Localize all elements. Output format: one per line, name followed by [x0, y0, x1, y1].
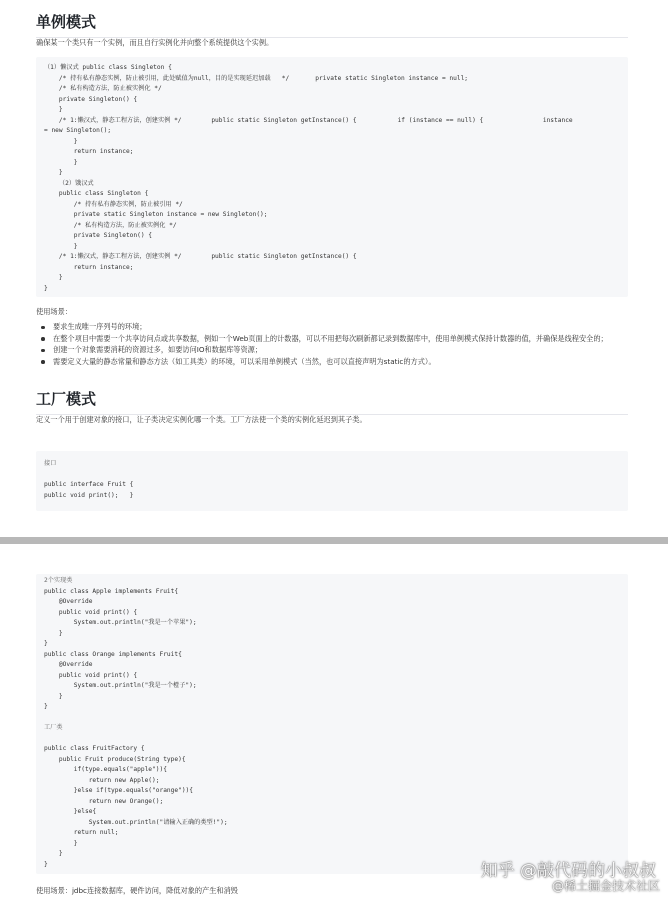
singleton-code-block: [36, 57, 628, 297]
code-line: public class Apple implements Fruit{: [44, 587, 179, 595]
code-line: public Fruit produce(String type){: [44, 755, 186, 763]
code-line: }: [44, 106, 63, 113]
code-line: /* 持有私有静态实例，防止被引用，此处赋值为null，目的是实现延迟加载 */ private static Singleton instance = null;: [44, 74, 469, 82]
usage-item: [36, 334, 628, 345]
code-line: }: [44, 703, 48, 710]
code-line: return new Orange();: [44, 797, 164, 805]
code-line: }: [44, 640, 48, 647]
code-line: }: [44, 850, 63, 857]
code-line: /* 1:懒汉式，静态工程方法，创建实例 */ public static Singleton getInstance() {: [44, 253, 357, 260]
section-title-singleton: 单例模式: [36, 12, 628, 38]
code-line: }: [44, 274, 63, 281]
code-line: public class FruitFactory {: [44, 745, 145, 752]
code-line: [44, 734, 618, 745]
code-line: return instance;: [44, 148, 134, 155]
usage-list: [36, 322, 628, 368]
usage-item: [36, 322, 628, 333]
code-line: public class Singleton {: [44, 190, 149, 197]
code-line: /* 1:懒汉式，静态工程方法，创建实例 */ public static Singleton getInstance() { if (instance == null) { instance: [44, 116, 573, 124]
code-line: }: [44, 284, 48, 292]
zhihu-watermark: 知乎 @敲代码的小叔叔: [480, 861, 656, 881]
code-line: [44, 470, 618, 481]
code-line: public void print() {: [44, 671, 138, 679]
factory-interface-code-block: [36, 451, 628, 511]
code-line: }: [44, 169, 63, 176]
usage-item-text: 要求生成唯一序列号的环境；: [53, 322, 147, 331]
factory-impl-code-block: [36, 574, 628, 874]
code-line: }: [44, 137, 78, 145]
page-separator: [0, 537, 668, 544]
code-line: }: [44, 242, 78, 250]
code-line: }else{: [44, 808, 97, 815]
code-line: public interface Fruit {: [44, 481, 134, 488]
code-line: public void print(); }: [44, 491, 134, 499]
bullet-icon: [41, 326, 45, 330]
usage-item: [36, 357, 628, 368]
code-line: if(type.equals("apple")){: [44, 766, 167, 773]
code-line: }: [44, 629, 63, 637]
code-line: return new Apple();: [44, 776, 160, 784]
code-line: private Singleton() {: [44, 95, 138, 103]
code-line: public void print() {: [44, 608, 138, 616]
usage-item: [36, 345, 628, 356]
code-line: }: [44, 158, 78, 166]
bullet-icon: [41, 337, 45, 341]
code-line: （1）懒汉式 public class Singleton {: [44, 64, 172, 71]
factory-usage: 使用场景：jdbc连接数据库，硬件访问，降低对象的产生和消毁: [36, 886, 238, 895]
juejin-watermark: @稀土掘金技术社区: [551, 879, 660, 893]
code-line: /* 私有构造方法，防止被实例化 */: [44, 221, 177, 229]
code-line: （2）饿汉式: [44, 179, 94, 187]
code-line: = new Singleton();: [44, 127, 112, 134]
bullet-icon: [41, 349, 45, 353]
code-line: /* 私有构造方法，防止被实例化 */: [44, 85, 162, 92]
code-line: }: [44, 860, 48, 868]
usage-item-text: 创建一个对象需要消耗的资源过多，如要访问IO和数据库等资源；: [53, 345, 263, 354]
usage-item-text: 需要定义大量的静态常量和静态方法（如工具类）的环境，可以采用单例模式（当然，也可以直接声明为static的方式）。: [53, 356, 436, 366]
usage-item-text: 在整个项目中需要一个共享访问点或共享数据，例如一个Web页面上的计数器，可以不用把每次刷新都记录到数据库中，使用单例模式保持计数器的值，并确保是线程安全的；: [53, 333, 608, 343]
code-line: System.out.println("我是一个橙子");: [44, 682, 197, 689]
code-line: @Override: [44, 598, 93, 605]
code-line: private Singleton() {: [44, 232, 153, 239]
code-line: return instance;: [44, 263, 134, 271]
code-line: 工厂类: [44, 724, 63, 731]
code-line: }else if(type.equals("orange")){: [44, 787, 194, 794]
code-line: private static Singleton instance = new Singleton();: [44, 211, 268, 218]
code-line: return null;: [44, 829, 119, 836]
section-title-factory: 工厂模式: [36, 389, 628, 415]
factory-intro: 定义一个用于创建对象的接口，让子类决定实例化哪一个类。工厂方法使一个类的实例化延迟到其子类。: [36, 415, 367, 424]
code-line: System.out.println("我是一个苹果");: [44, 619, 197, 626]
code-line: public class Orange implements Fruit{: [44, 650, 182, 658]
code-line: }: [44, 839, 78, 847]
code-line: 接口: [44, 460, 57, 467]
code-line: [44, 713, 618, 724]
article-page-bottom: [0, 544, 668, 898]
code-line: @Override: [44, 661, 93, 668]
code-line: 2个实现类: [44, 577, 73, 584]
code-line: /* 持有私有静态实例，防止被引用 */: [44, 200, 183, 208]
bullet-icon: [41, 360, 45, 364]
code-line: System.out.println("请输入正确的类型!");: [44, 818, 228, 826]
singleton-intro: 确保某一个类只有一个实例，而且自行实例化并向整个系统提供这个实例。: [36, 38, 274, 47]
code-line: }: [44, 692, 63, 700]
usage-label: 使用场景：: [36, 307, 72, 316]
